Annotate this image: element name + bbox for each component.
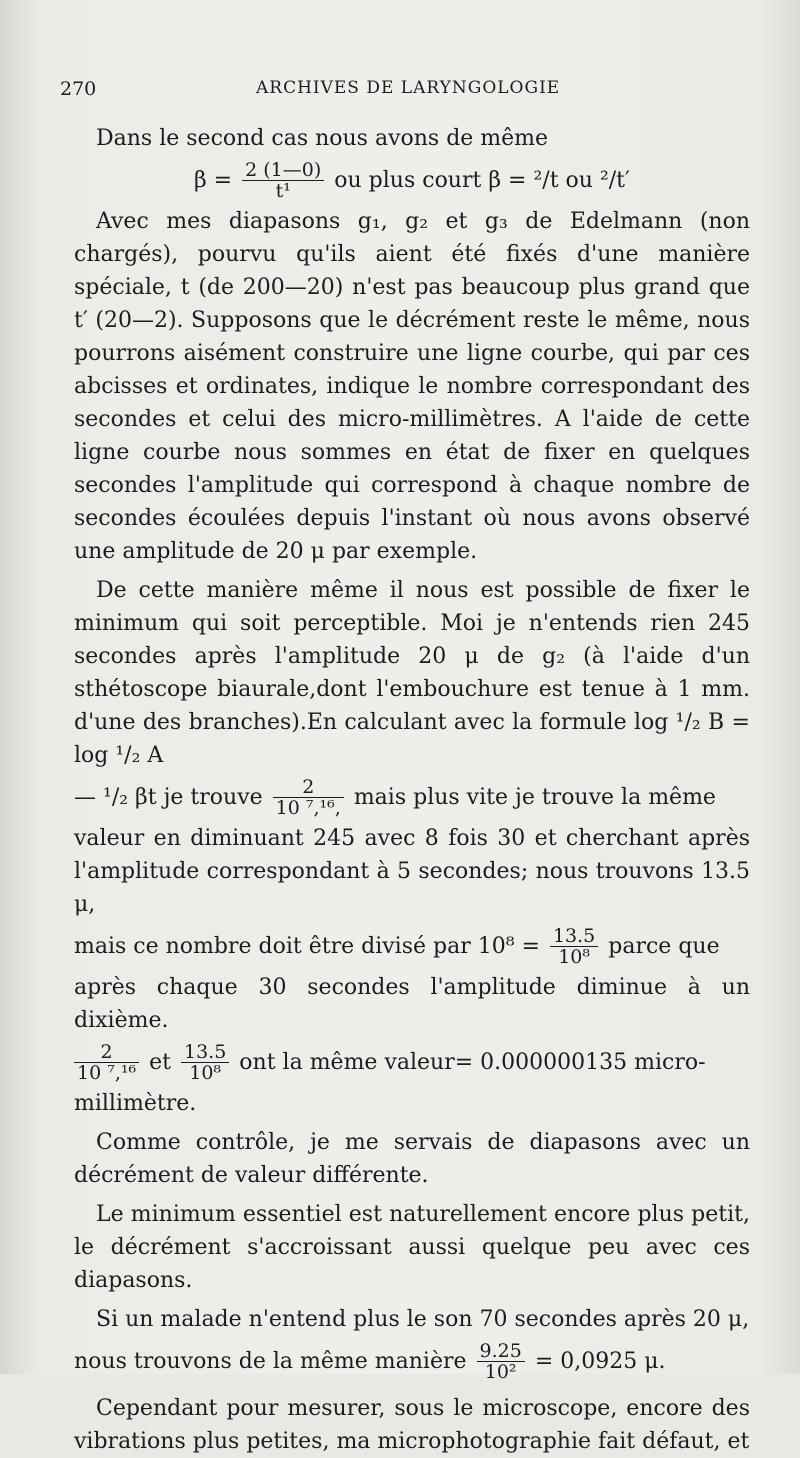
formula-suffix: parce que — [608, 933, 720, 959]
body-text — [74, 122, 750, 1458]
formula-line-1 — [74, 772, 750, 822]
fraction-denominator: 10² — [484, 1360, 517, 1383]
paragraph-intro: Dans le second cas nous avons de même — [96, 126, 549, 151]
fraction-numerator: 13.5 — [550, 926, 598, 947]
fraction-numerator: 2 — [74, 1042, 139, 1063]
equation-lhs: β = — [193, 167, 233, 193]
equation-rest: ou plus court β = ²/t ou ²/t′ — [334, 167, 631, 193]
fraction-numerator: 13.5 — [181, 1042, 229, 1063]
formula-suffix: ont la même valeur= 0.000000135 micro- — [239, 1049, 706, 1075]
fraction-denominator: t¹ — [275, 179, 291, 202]
paragraph-minimum: De cette manière même il nous est possible de fixer le minimum qui soit perceptible. Moi je n'entends rien 245 secondes après l'amplitude 20 μ de g₂ (à l'aide d'un sthétoscope biaurale,dont l'embouchure est tenue à 1 mm. d'une des branches).En calculant avec la formule log ¹/₂ B = log ¹/₂ A — [74, 578, 750, 768]
paragraph-microscope: Cependant pour mesurer, sous le microscope, encore des vibrations plus petites, ma microphotographie fait défaut, et — [74, 1396, 750, 1454]
paragraph-control: Comme contrôle, je me servais de diapasons avec un décrément de valeur différente. — [74, 1130, 750, 1188]
paragraph-essential-minimum: Le minimum essentiel est naturellement encore plus petit, le décrément s'accroissant aussi quelque peu avec ces diapasons. — [74, 1202, 750, 1293]
fraction-denominator: 10 ⁷,¹⁶ — [77, 1061, 137, 1084]
text-line: millimètre. — [74, 1091, 197, 1116]
fraction — [242, 160, 324, 201]
formula-line-2 — [74, 921, 750, 971]
fraction-numerator: 2 — [273, 777, 344, 798]
fraction — [477, 1341, 525, 1382]
fraction-denominator: 10⁸ — [189, 1061, 222, 1084]
formula-conjunction: et — [149, 1049, 171, 1075]
text-line: après chaque 30 secondes l'amplitude diminue à un dixième. — [74, 975, 750, 1033]
paragraph-diapasons: Avec mes diapasons g₁, g₂ et g₃ de Edelmann (non chargés), pourvu qu'ils aient été fixés d'une manière spéciale, t (de 200—20) n'est pas beaucoup plus grand que t′ (20—2). Supposons que le décrément reste le même, nous pourrons aisément construire une ligne courbe, qui par ces abcisses et ordinates, indique le nombre correspondant des secondes et celui des micro-millimètres. A l'aide de cette ligne courbe nous sommes en état de fixer en quelques secondes l'amplitude qui correspond à chaque nombre de secondes écoulées depuis l'instant où nous avons observé une amplitude de 20 μ par exemple. — [74, 209, 750, 564]
equation-beta — [74, 155, 750, 205]
page-number: 270 — [60, 78, 97, 100]
text-line: valeur en diminuant 245 avec 8 fois 30 et cherchant après l'amplitude correspondant à 5 secondes; nous trouvons 13.5 μ, — [74, 826, 750, 917]
paragraph-patient: Si un malade n'entend plus le son 70 secondes après 20 μ, — [96, 1307, 750, 1332]
fraction-numerator: 2 (1—0) — [242, 160, 324, 181]
fraction — [181, 1042, 229, 1083]
formula-prefix: — ¹/₂ βt je trouve — [74, 784, 263, 810]
fraction — [273, 777, 344, 818]
formula-prefix: mais ce nombre doit être divisé par 10⁸ = — [74, 933, 540, 959]
running-head — [60, 78, 760, 108]
formula-prefix: nous trouvons de la même manière — [74, 1348, 467, 1374]
formula-suffix: = 0,0925 μ. — [534, 1348, 666, 1374]
fraction — [550, 926, 598, 967]
fraction-numerator: 9.25 — [477, 1341, 525, 1362]
formula-suffix: mais plus vite je trouve la même — [353, 784, 716, 810]
fraction-denominator: 10⁸ — [558, 945, 590, 968]
journal-title: ARCHIVES DE LARYNGOLOGIE — [256, 78, 561, 98]
fraction — [74, 1042, 139, 1083]
formula-line-3 — [74, 1037, 750, 1087]
formula-line-4 — [74, 1336, 750, 1386]
fraction-denominator: 10 ⁷,¹⁶, — [275, 796, 341, 819]
